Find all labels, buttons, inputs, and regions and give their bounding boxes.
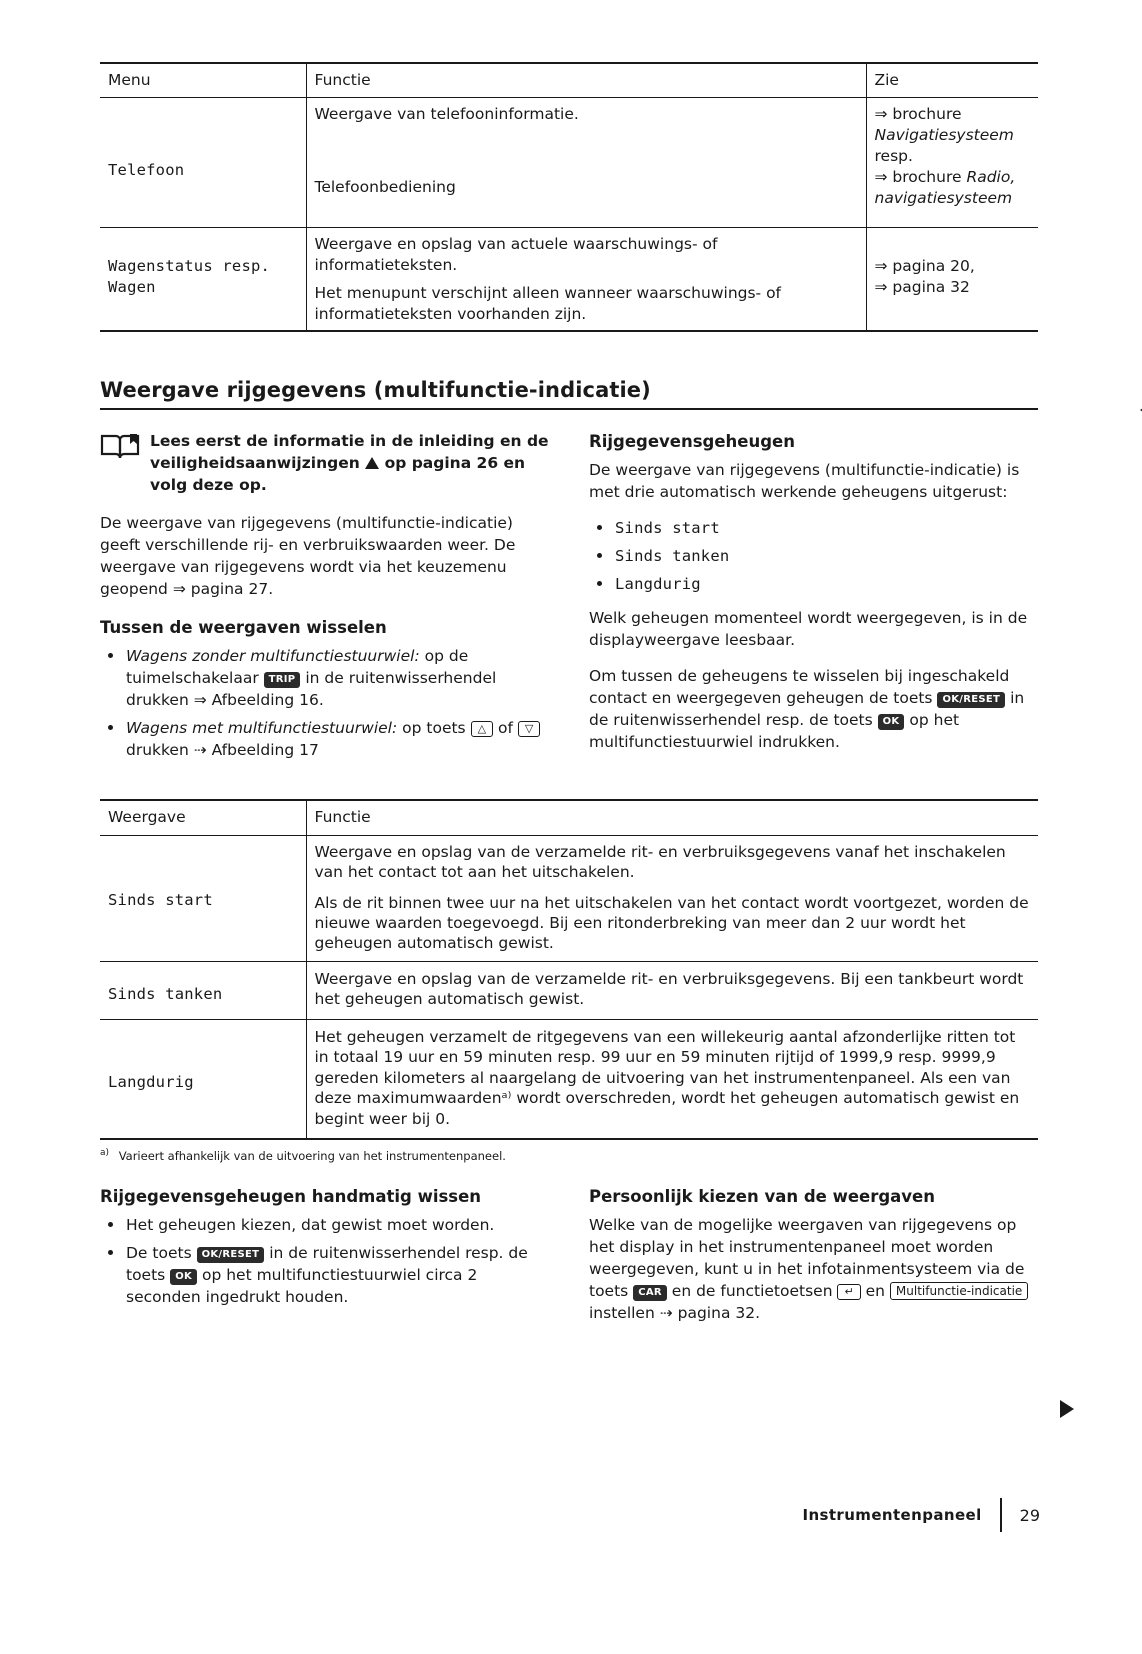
memory-paragraph-3: Om tussen de geheugens te wisselen bij ingeschakeld contact en weergegeven geheugen de toets OK/RESET in de ruitenwisserhendel resp. de toets OK op het multifunctiestuurwiel indrukken. [589,667,1025,752]
continuation-arrow-right-icon [1060,1400,1074,1418]
row-functions-telefoon [306,98,866,228]
menu-overview-table [100,62,1038,332]
row-name-sinds-start: Sinds start [100,835,306,961]
book-icon [100,432,140,496]
function-line: Het menupunt verschijnt alleen wanneer waarschuwings- of informatieteksten voorhanden zijn. [314,284,782,323]
intro-columns [100,430,1038,773]
list-item: Sinds tanken [589,545,1038,567]
bottom-left-column [100,1185,549,1338]
row-menu-wagenstatus: Wagenstatus resp. Wagen [100,228,306,331]
car-key[interactable]: CAR [633,1285,667,1301]
row-menu-telefoon: Telefoon [100,98,306,228]
trip-key[interactable]: TRIP [264,672,301,688]
down-key[interactable]: ▽ [518,721,540,737]
enter-key[interactable]: ↵ [837,1284,860,1300]
subheading-wisselen: Tussen de weergaven wisselen [100,618,387,638]
table-header-row [100,800,1038,835]
ok-key[interactable]: OK [170,1269,197,1285]
table-row [100,961,1038,1019]
multifunctie-indicatie-key[interactable]: Multifunctie-indicatie [890,1282,1028,1300]
column-header-functie-2: Functie [306,800,1038,835]
ok-key[interactable]: OK [878,714,905,730]
row-desc-sinds-tanken: Weergave en opslag van de verzamelde rit- en verbruiksgegevens. Bij een tankbeurt wordt het geheugen automatisch gewist. [306,961,1038,1019]
function-line: Telefoonbediening [314,177,456,196]
page-footer [100,1498,1040,1532]
footnote [100,1148,1040,1163]
footer-page-number: 29 [1019,1505,1040,1525]
intro-right-column [589,430,1038,773]
memory-intro-paragraph: De weergave van rijgegevens (multifunctie-indicatie) is met drie automatisch werkende geheugens uitgerust: [589,461,1020,502]
column-header-functie: Functie [306,63,866,98]
function-line: Weergave en opslag van actuele waarschuwings- of informatieteksten. [314,235,718,274]
up-key[interactable]: △ [471,721,493,737]
column-header-weergave: Weergave [100,800,306,835]
table-row [100,98,1038,228]
footnote-marker: a) [100,1148,110,1159]
memory-overview-table [100,799,1038,1140]
intro-left-column [100,430,549,773]
list-item: Wagens zonder multifunctiestuurwiel: op de tuimelschakelaar TRIP in de ruitenwisserhendel drukken ⇒ Afbeelding 16. [100,645,549,711]
list-item: Sinds start [589,517,1038,539]
bottom-right-column [589,1185,1038,1338]
reading-note-text: Lees eerst de informatie in de inleiding en de veiligheidsaanwijzingen op pagina 26 en volg deze op. [150,432,549,495]
section-title: Weergave rijgegevens (multifunctie-indicatie) [100,378,1038,410]
table-row [100,1019,1038,1139]
function-line: Weergave van telefooninformatie. [314,105,579,124]
ok-reset-key[interactable]: OK/RESET [937,692,1005,708]
table-row [100,835,1038,961]
wissen-bullet-list [100,1214,549,1308]
intro-paragraph: De weergave van rijgegevens (multifunctie-indicatie) geeft verschillende rij- en verbruikswaarden weer. De weergave van rijgegevens wordt via het keuzemenu geopend ⇒ pagina 27. [100,514,516,599]
list-item: Langdurig [589,573,1038,595]
wisselen-bullet-list [100,645,549,761]
table-header-row [100,63,1038,98]
row-functions-wagenstatus [306,228,866,331]
row-desc-langdurig: Het geheugen verzamelt de ritgegevens van een willekeurig aantal afzonderlijke ritten tot in totaal 19 uur en 59 minuten resp. 99 uur en 59 minuten rijtijd of 1999,9 resp. 9999,9 gereden kilometers al naargelang de uitvoering van het instrumentenpaneel. Als een van deze maximumwaardenᵃ⁾ wordt overschreden, wordt het geheugen automatisch gewist en begint weer bij 0. [306,1019,1038,1139]
list-item: Het geheugen kiezen, dat gewist moet worden. [100,1214,549,1236]
memory-bullet-list [589,517,1038,595]
table-row [100,228,1038,331]
footer-chapter-title: Instrumentenpaneel [802,1506,982,1524]
list-item: De toets OK/RESET in de ruitenwisserhendel resp. de toets OK op het multifunctiestuurwiel circa 2 seconden ingedrukt houden. [100,1242,549,1308]
memory-paragraph-2: Welk geheugen momenteel wordt weergegeven, is in de displayweergave leesbaar. [589,609,1028,650]
ok-reset-key[interactable]: OK/RESET [197,1247,265,1263]
column-header-zie: Zie [866,63,1038,98]
document-page [100,62,1040,1338]
list-item: Wagens met multifunctiestuurwiel: op toets △ of ▽ drukken ⇢ Afbeelding 17 [100,717,549,761]
row-see-wagenstatus: ⇒ pagina 20, ⇒ pagina 32 [866,228,1038,331]
footnote-text: Varieert afhankelijk van de uitvoering van het instrumentenpaneel. [118,1148,506,1163]
heading-handmatig-wissen: Rijgegevensgeheugen handmatig wissen [100,1186,482,1206]
row-desc-sinds-start [306,835,1038,961]
row-see-telefoon: ⇒ brochure Navigatiesysteem resp. ⇒ brochure Radio, navigatiesysteem [866,98,1038,228]
bottom-columns [100,1185,1038,1338]
reading-note [100,430,549,496]
warning-triangle-icon [365,457,379,469]
heading-rijgegevensgeheugen: Rijgegevensgeheugen [589,432,795,452]
row-name-sinds-tanken: Sinds tanken [100,961,306,1019]
paragraph: Als de rit binnen twee uur na het uitschakelen van het contact wordt voortgezet, worden de nieuwe waarden toegevoegd. Bij een ritonderbreking van meer dan 2 uur wordt het geheugen automatisch gewist. [314,893,1029,953]
column-header-menu: Menu [100,63,306,98]
paragraph: Weergave en opslag van de verzamelde rit- en verbruiksgegevens vanaf het inschakelen van het contact tot aan het uitschakelen. [314,842,1006,882]
persoonlijk-paragraph: Welke van de mogelijke weergaven van rijgegevens op het display in het instrumentenpaneel moet worden weergegeven, kunt u in het infotainmentsysteem via de toets CAR en de functietoetsen ↵ en Multifunctie-indicatie instellen ⇢ pagina 32. [589,1214,1038,1324]
row-name-langdurig: Langdurig [100,1019,306,1139]
heading-persoonlijk-kiezen: Persoonlijk kiezen van de weergaven [589,1186,935,1206]
